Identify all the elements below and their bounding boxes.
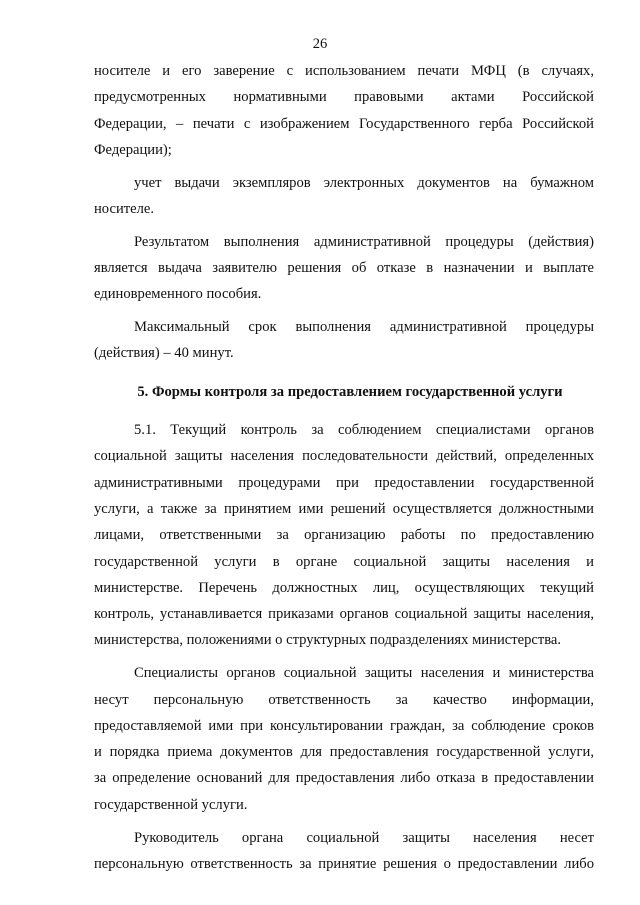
text-line: Федерации, – печати с изображением Государственного герба Российской: [94, 115, 594, 132]
text-line: Федерации);: [94, 141, 172, 158]
text-line: предусмотренных нормативными правовыми актами Российской: [94, 89, 594, 106]
text-line: единовременного пособия.: [94, 286, 262, 303]
text-line: социальной защиты населения последовательности действий, определенных: [94, 448, 594, 465]
text-line: учет выдачи экземпляров электронных документов на бумажном: [134, 174, 594, 191]
text-line: административными процедурами при предоставлении государственной: [94, 474, 594, 491]
text-line: государственной услуги.: [94, 796, 248, 813]
text-line: является выдача заявителю решения об отказе в назначении и выплате: [94, 260, 594, 277]
text-line: лицами, ответственными за организацию работы по предоставлению: [94, 527, 594, 544]
text-line: Руководитель органа социальной защиты населения несет: [134, 829, 594, 846]
text-line: государственной услуги в органе социальной защиты населения и: [94, 553, 594, 570]
text-line: министерства, положениями о структурных подразделениях министерства.: [94, 632, 562, 649]
text-line: и порядка приема документов для предоставления государственной услуги,: [94, 744, 594, 761]
text-line: персональную ответственность за принятие решения о предоставлении либо: [94, 855, 594, 872]
text-line: контроль, устанавливается приказами органов социальной защиты населения,: [94, 606, 594, 623]
paragraph-continuation: [94, 58, 594, 163]
paragraph-head-responsibility: [94, 825, 594, 878]
text-line: предоставляемой ими при консультировании граждан, за соблюдение сроков: [94, 717, 594, 734]
text-line: Специалисты органов социальной защиты населения и министерства: [134, 665, 594, 682]
text-line: Максимальный срок выполнения административной процедуры: [134, 319, 594, 336]
text-line: несут персональную ответственность за качество информации,: [94, 691, 594, 708]
text-line: носителе и его заверение с использованием печати МФЦ (в случаях,: [94, 63, 594, 79]
text-line: носителе.: [94, 200, 155, 217]
section-heading: 5. Формы контроля за предоставлением государственной услуги: [137, 383, 563, 400]
page-number: 26: [312, 36, 328, 52]
paragraph-procedure-result: [94, 229, 594, 308]
paragraph-max-duration: [94, 314, 594, 367]
text-line: (действия) – 40 минут.: [94, 345, 234, 362]
paragraph-current-control: [94, 417, 594, 654]
text-line: Результатом выполнения административной процедуры (действия): [134, 233, 594, 250]
text-line: министерстве. Перечень должностных лиц, осуществляющих текущий: [94, 579, 594, 596]
text-line: 5.1. Текущий контроль за соблюдением специалистами органов: [134, 422, 594, 439]
document-body: [94, 58, 594, 877]
paragraph-issuance-accounting: [94, 170, 594, 223]
text-line: услуги, а также за принятием ими решений осуществляется должностными: [94, 500, 594, 517]
paragraph-specialists-responsibility: [94, 660, 594, 818]
text-line: за определение оснований для предоставления либо отказа в предоставлении: [94, 770, 594, 787]
